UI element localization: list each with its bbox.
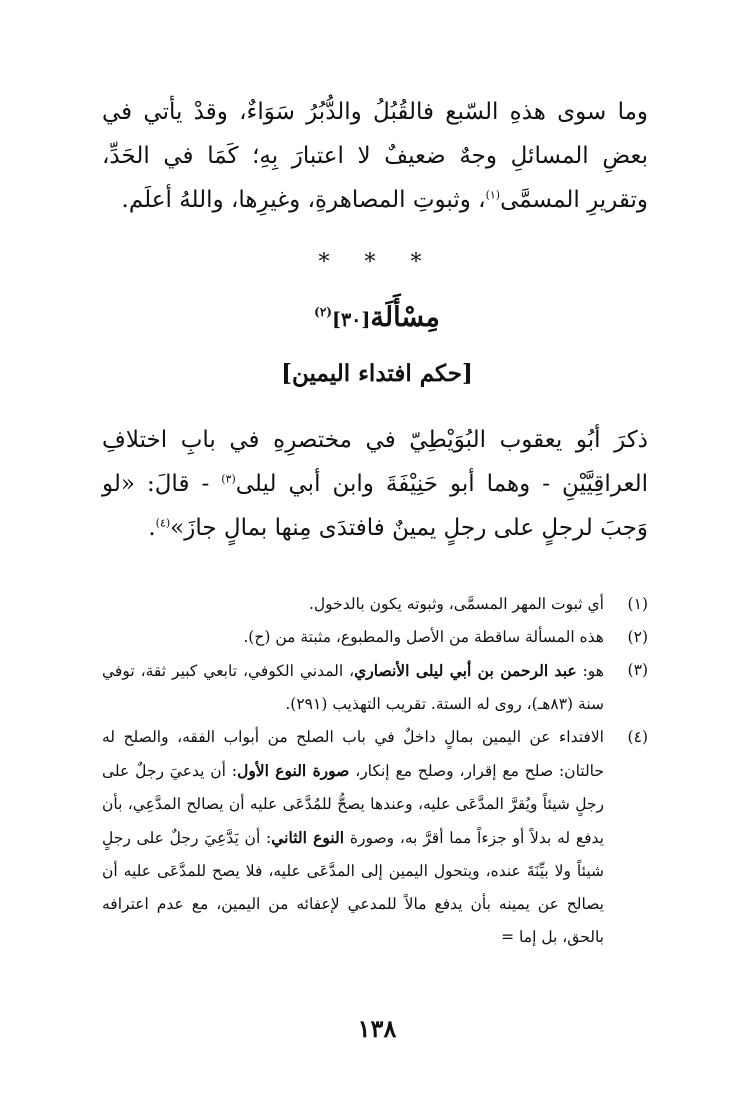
narrator-name: عبد الرحمن بن أبي ليلى الأنصاري (354, 661, 577, 680)
masala-word: مِسْأَلَة (370, 302, 440, 333)
footnote-lead: هو: (576, 662, 604, 680)
footnote-text: هذه المسألة ساقطة من الأصل والمطبوع، مثبتة من (ح). (243, 628, 604, 646)
footnote-ref-1[interactable]: (١) (485, 188, 501, 202)
masala-number: [٣٠] (331, 309, 371, 331)
paragraph-buwayti-part-a: ذكرَ أبُو يعقوب البُوَيْطِيّ في مختصرِهِ في بابِ اختلافِ العراقِيَّيْنِ - وهما أبو حَنِيْفَةَ وابن أبي ليلى (102, 427, 648, 497)
footnote-2 (102, 621, 648, 654)
footnote-number: (٢) (627, 628, 648, 646)
paragraph-intro-text-end: ، وثبوتِ المصاهرةِ، وغيرِها، واللهُ أعلَم. (121, 187, 486, 213)
paragraph-buwayti (102, 418, 648, 550)
footnote-3 (102, 654, 648, 721)
footnote-number: (٣) (627, 661, 648, 679)
footnote-number: (٤) (627, 728, 648, 746)
footnote-text: : أن يدعيَ رجلٌ على رجلٍ شيئاً ويُقرَّ المدَّعَى عليه، وعندها يصحُّ للمُدَّعَى عليه أن يصالح المدَّعِي، بأن يدفع له بدلاً أو جزءاً مما أقرَّ به، وصورة (102, 762, 605, 847)
footnote-text: الافتداء عن اليمين بمالٍ داخلٌ في باب الصلح من أبواب الفقه، والصلح له حالتان: صلح مع إقرار، وصلح مع إنكار، (102, 728, 604, 780)
footnotes-list (102, 588, 648, 954)
footnote-ref-2[interactable]: (٢) (314, 305, 332, 319)
section-separator: * * * (318, 250, 436, 275)
footnote-1 (102, 588, 648, 621)
footnote-number: (١) (627, 595, 648, 613)
paragraph-intro-text: وما سوى هذهِ السّبع فالقُبُلُ والدُّبُرُ سَوَاءٌ، وقدْ يأتي في بعضِ المسائلِ وجهٌ ضعيفٌ لا اعتبارَ بِهِ؛ كَمَا في الحَدِّ، وتقريرِ المسمَّى (102, 99, 648, 213)
footnote-4 (102, 721, 648, 954)
first-type-label: صورة النوع الأول (237, 761, 350, 780)
masala-heading (0, 302, 754, 333)
footnote-ref-3[interactable]: (٣) (221, 472, 236, 486)
second-type-label: النوع الثاني (271, 828, 345, 847)
section-title: [حكم افتداء اليمين] (281, 360, 473, 387)
page-number: ١٣٨ (357, 1014, 397, 1043)
footnote-text: : أن يَدَّعِيَ رجلٌ على رجلٍ شيئاً ولا بيِّنَةَ عنده، ويتحول اليمين إلى المدَّعَى عليه، فلا يصح للمدَّعَى عليه أن يصالح عن يمينه بأن يدفع مالاً للمدعي لإعفائه من اليمين، مع عدم اعترافه بالحق، بل إما = (102, 829, 604, 946)
paragraph-buwayti-part-b: - قالَ: «لو وَجبَ لرجلٍ على رجلٍ يمينٌ فافتدَى مِنها بمالٍ جازَ» (102, 471, 648, 541)
paragraph-buwayti-part-c: . (148, 515, 156, 541)
footnote-ref-4[interactable]: (٤) (155, 516, 171, 530)
paragraph-intro (102, 90, 648, 222)
footnote-text: أي ثبوت المهر المسمَّى، وثبوته يكون بالدخول. (308, 595, 604, 613)
footnote-text: ، المدني الكوفي، تابعي كبير ثقة، توفي سنة (٨٣هـ)، روى له الستة. تقريب التهذيب (٢٩١). (102, 662, 604, 713)
